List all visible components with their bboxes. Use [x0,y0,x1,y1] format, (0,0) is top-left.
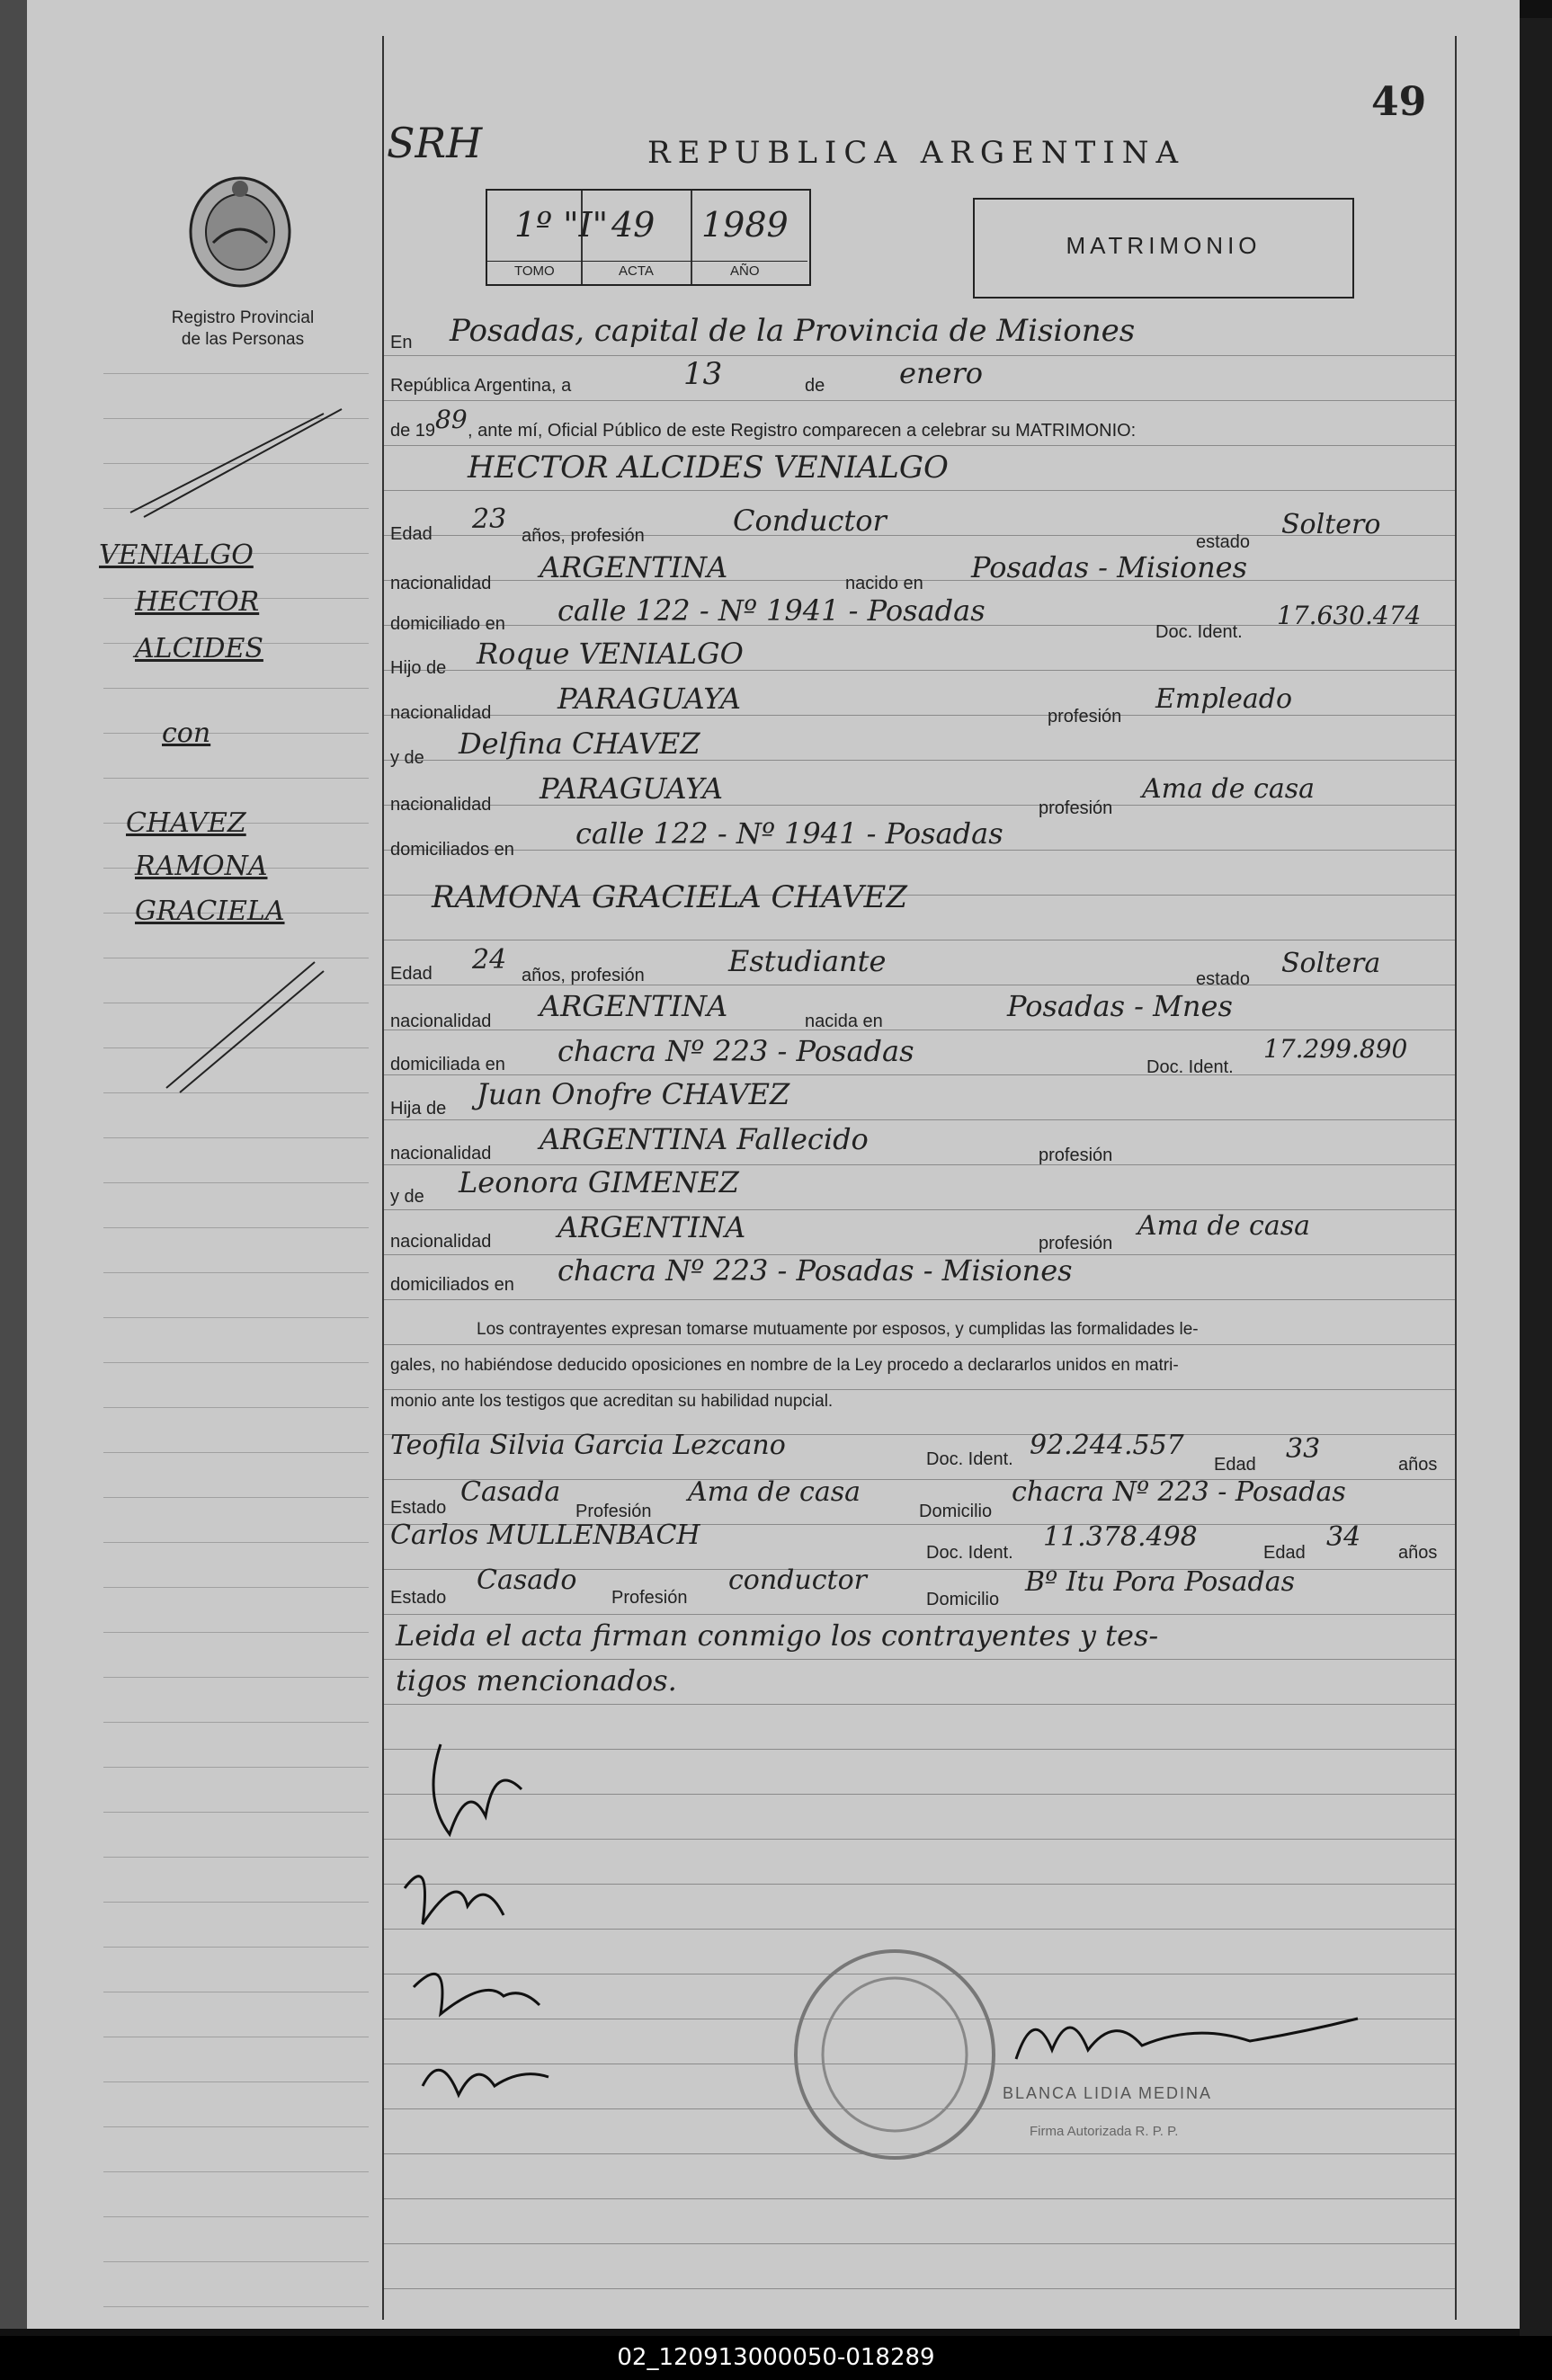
witness2-edad: 34 [1326,1521,1361,1553]
act-type: MATRIMONIO [1066,232,1262,259]
de-label: de [805,376,825,396]
estado-label: estado [1196,532,1251,552]
hija-label: Hija de [390,1099,447,1119]
profesion-label: Profesión [575,1502,652,1521]
country-title: REPUBLICA ARGENTINA [647,135,1186,171]
bride-nacida: Posadas - Mnes [1007,989,1233,1023]
acta-label: ACTA [619,263,654,279]
margin-bride-surname: CHAVEZ [126,807,246,839]
groom-full-name: HECTOR ALCIDES VENIALGO [468,450,949,486]
initials: SRH [387,119,483,167]
ruled-line [103,1362,369,1363]
registry-office-label: Registro Provincial de las Personas [171,308,315,349]
ruled-line [103,2081,369,2082]
right-margin-line [1455,36,1457,2320]
month: enero [899,356,984,390]
margin-con: con [162,718,211,749]
doc-label: Doc. Ident. [1146,1057,1234,1077]
ruled-line [384,715,1455,716]
year-prefix: de 19 [390,421,436,441]
groom-madre-prof: Ama de casa [1142,773,1315,805]
edad-label: Edad [1214,1455,1256,1475]
nacionalidad-label: nacionalidad [390,1144,492,1163]
profesion-label: profesión [1048,707,1122,726]
edad-label: Edad [390,964,433,984]
bride-edad: 24 [472,944,507,976]
margin-groom-name1: HECTOR [135,586,260,618]
witness1-name: Teofila Silvia Garcia Lezcano [390,1430,786,1461]
margin-groom-surname: VENIALGO [99,539,254,571]
ano-label: AÑO [730,263,760,279]
box-divider [691,191,692,284]
ruled-line [103,733,369,734]
domiciliados-label: domiciliados en [390,840,514,860]
estado-label: Estado [390,1588,447,1608]
place: Posadas, capital de la Provincia de Misiones [450,313,1136,349]
officer-signature [998,1987,1376,2086]
ruled-line [384,1299,1455,1300]
ruled-line [103,1677,369,1678]
groom-madre: Delfina CHAVEZ [459,726,700,761]
groom-edad: 23 [472,504,507,535]
edad-label: Edad [1263,1543,1306,1563]
domiciliado-label: domiciliado en [390,614,505,634]
witness1-estado: Casada [460,1476,561,1508]
ruled-line [103,1767,369,1768]
bride-nacionalidad: ARGENTINA [540,989,728,1023]
ruled-line [103,1227,369,1228]
year-suffix: 89 [435,405,468,434]
estado-label: estado [1196,969,1251,989]
book-binding [0,0,27,2329]
day: 13 [683,356,723,392]
nacionalidad-label: nacionalidad [390,795,492,815]
declaration-line-2: gales, no habiéndose deducido oposiciones en nombre de la Ley procedo a declararlos unidos en matri- [390,1356,1179,1375]
page-number: 49 [1371,79,1427,125]
bride-madre-nac: ARGENTINA [557,1210,746,1244]
ruled-line [384,2288,1455,2289]
ruled-line [384,1119,1455,1120]
acta-value: 49 [611,205,656,245]
doc-label: Doc. Ident. [926,1449,1013,1469]
book-edge [1520,18,1552,2347]
bride-profesion: Estudiante [728,944,887,978]
ruled-line [103,1722,369,1723]
ruled-line [384,1659,1455,1660]
domicilio-label: Domicilio [919,1502,993,1521]
ruled-line [103,1317,369,1318]
margin-groom-name2: ALCIDES [135,633,263,664]
profesion-label: profesión [1039,1145,1113,1165]
margin-strike-bottom [162,953,342,1097]
bride-padres-dom: chacra Nº 223 - Posadas - Misiones [557,1253,1073,1288]
witness1-doc: 92.244.557 [1030,1430,1184,1461]
officer-text: , ante mí, Oficial Público de este Registro comparecen a celebrar su MATRIMONIO: [468,421,1137,441]
profesion-label: años, profesión [522,966,645,985]
ruled-line [103,1452,369,1453]
ruled-line [103,1947,369,1948]
witness2-name: Carlos MULLENBACH [390,1520,700,1551]
ruled-line [103,1407,369,1408]
nacionalidad-label: nacionalidad [390,703,492,723]
tomo-label: TOMO [514,263,555,279]
witness2-profesion: conductor [728,1564,867,1596]
ruled-line [103,2171,369,2172]
declaration-line-3: monio ante los testigos que acreditan su habilidad nupcial. [390,1392,834,1411]
groom-padre-prof: Empleado [1155,683,1293,715]
domicilio-label: Domicilio [926,1590,1000,1609]
doc-label: Doc. Ident. [1155,622,1243,642]
en-label: En [390,333,413,352]
ruled-line [103,1137,369,1138]
profesion-label: años, profesión [522,526,645,546]
witness2-doc: 11.378.498 [1043,1521,1198,1553]
ano-value: 1989 [701,205,789,245]
doc-label: Doc. Ident. [926,1543,1013,1563]
ruled-line [103,2261,369,2262]
ruled-line [103,1587,369,1588]
seal-subtitle: Firma Autorizada R. P. P. [1030,2124,1179,2139]
bride-padre: Juan Onofre CHAVEZ [477,1077,790,1111]
nacionalidad-label: nacionalidad [390,574,492,593]
bride-madre-prof: Ama de casa [1137,1210,1310,1242]
witness2-domicilio: Bº Itu Pora Posadas [1025,1566,1296,1598]
anos-label: años [1398,1455,1438,1475]
y-de-label: y de [390,1187,424,1207]
bride-doc: 17.299.890 [1263,1034,1408,1064]
groom-madre-nac: PARAGUAYA [540,771,724,806]
closing-line-2: tigos mencionados. [396,1663,677,1698]
bride-madre: Leonora GIMENEZ [459,1165,739,1199]
anos-label: años [1398,1543,1438,1563]
bride-domicilio: chacra Nº 223 - Posadas [557,1034,914,1068]
ruled-line [103,1632,369,1633]
profesion-label: Profesión [611,1588,688,1608]
nacionalidad-label: nacionalidad [390,1012,492,1031]
ruled-line [384,1344,1455,1345]
republica-label: República Argentina, a [390,376,572,396]
ruled-line [103,1497,369,1498]
witness1-domicilio: chacra Nº 223 - Posadas [1012,1476,1346,1508]
margin-line [382,36,384,2320]
ruled-line [384,445,1455,446]
ruled-line [103,1542,369,1543]
declaration-line-1: Los contrayentes expresan tomarse mutuamente por esposos, y cumplidas las formalidades le- [477,1320,1199,1339]
ruled-line [103,2306,369,2307]
ruled-line [384,2243,1455,2244]
groom-domicilio: calle 122 - Nº 1941 - Posadas [557,593,986,628]
ruled-line [103,2126,369,2127]
profesion-label: profesión [1039,798,1113,818]
groom-padre-nac: PARAGUAYA [557,682,742,716]
domiciliados-label: domiciliados en [390,1275,514,1295]
box-rule [487,261,807,262]
ruled-line [384,490,1455,491]
groom-padres-dom: calle 122 - Nº 1941 - Posadas [575,816,1003,851]
margin-bride-name2: GRACIELA [135,896,285,927]
witness2-estado: Casado [477,1564,577,1596]
nacionalidad-label: nacionalidad [390,1232,492,1252]
groom-doc: 17.630.474 [1277,601,1422,630]
footer-id: 02_120913000050-018289 [0,2336,1552,2380]
nacido-label: nacido en [845,574,923,593]
nacida-label: nacida en [805,1012,883,1031]
ruled-line [103,1902,369,1903]
ruled-line [384,1704,1455,1705]
ruled-line [103,778,369,779]
groom-nacido: Posadas - Misiones [971,550,1248,584]
ruled-line [103,1182,369,1183]
tomo-value: 1º "I" [514,205,609,245]
ruled-line [384,1614,1455,1615]
groom-profesion: Conductor [733,504,887,538]
ruled-line [103,1272,369,1273]
seal-name: BLANCA LIDIA MEDINA [1003,2084,1213,2102]
margin-bride-name1: RAMONA [135,851,268,882]
ruled-line [103,1812,369,1813]
domiciliada-label: domiciliada en [390,1055,505,1074]
signatures [387,1726,584,2131]
groom-padre: Roque VENIALGO [477,637,744,671]
ruled-line [384,1074,1455,1075]
ruled-line [384,2198,1455,2199]
ruled-line [384,1389,1455,1390]
estado-label: Estado [390,1498,447,1518]
ruled-line [103,2216,369,2217]
bride-padre-nac: ARGENTINA Fallecido [540,1122,869,1156]
official-seal-icon [782,1942,1007,2167]
groom-estado: Soltero [1281,509,1381,540]
bride-full-name: RAMONA GRACIELA CHAVEZ [432,879,907,915]
closing-line-1: Leida el acta firman conmigo los contrayentes y tes- [396,1618,1159,1653]
witness1-profesion: Ama de casa [688,1476,861,1508]
witness1-edad: 33 [1286,1433,1321,1465]
edad-label: Edad [390,524,433,544]
hijo-label: Hijo de [390,658,447,678]
ruled-line [384,400,1455,401]
ruled-line [103,688,369,689]
coat-of-arms-icon [184,171,297,292]
ruled-line [103,1857,369,1858]
margin-strike-top [126,360,369,521]
profesion-label: profesión [1039,1234,1113,1253]
groom-nacionalidad: ARGENTINA [540,550,728,584]
bride-estado: Soltera [1281,948,1381,979]
y-de-label: y de [390,748,424,768]
